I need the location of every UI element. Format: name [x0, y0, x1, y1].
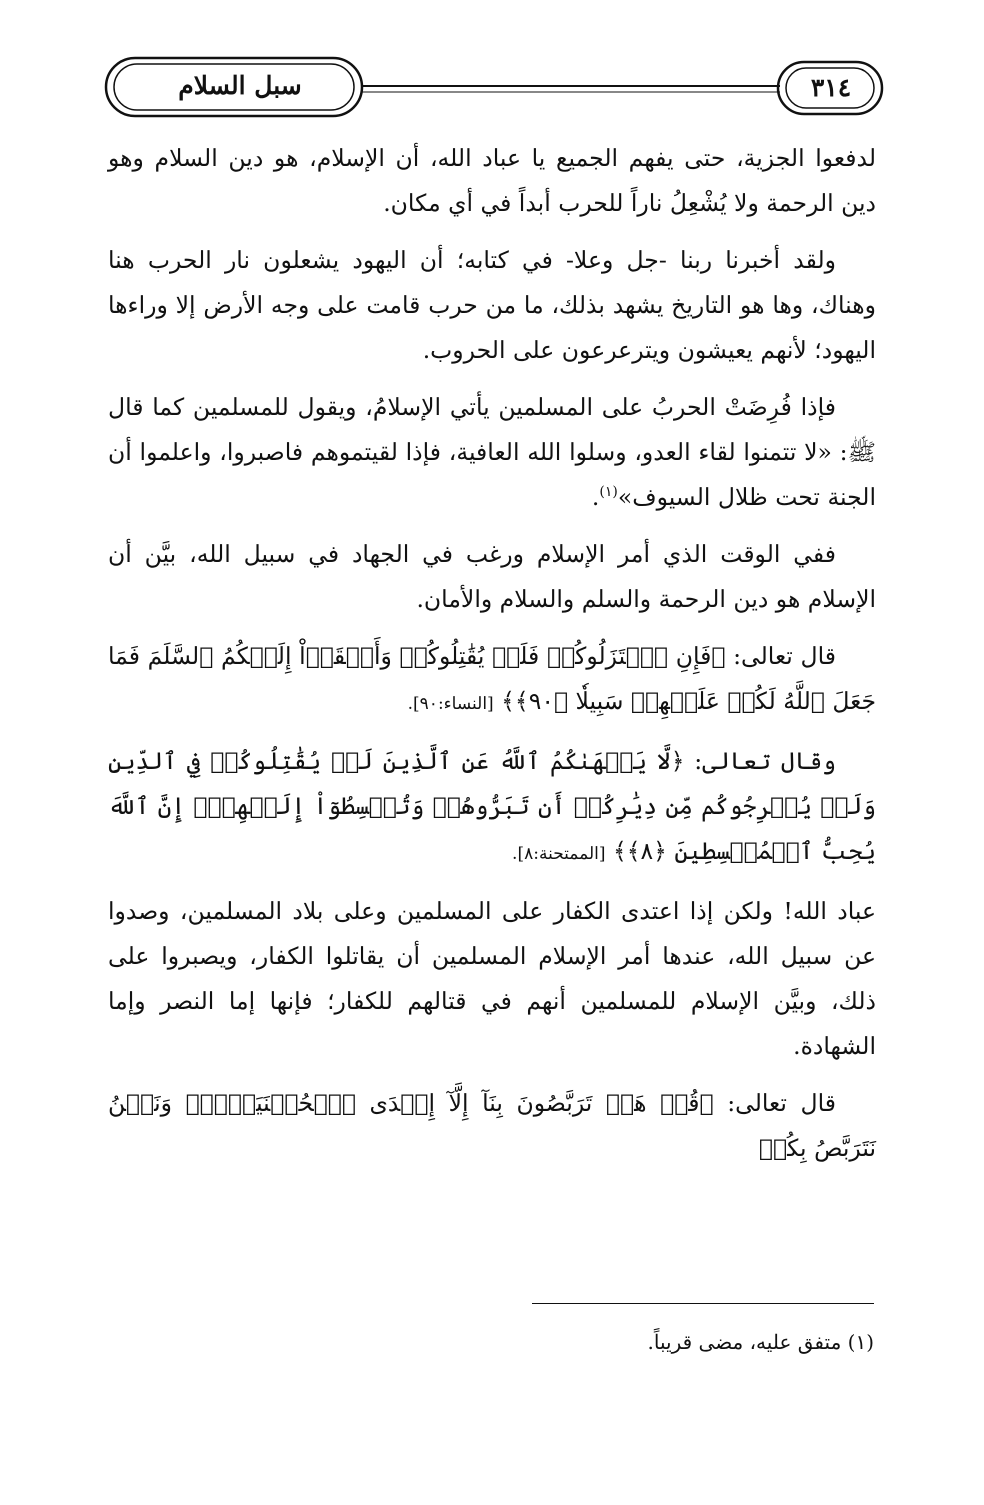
- verse-text: وقال تعالى: ﴿لَّا يَنۡهَىٰكُمُ ٱللَّهُ عَنِ ٱلَّذِينَ لَمۡ يُقَٰتِلُوكُمۡ فِي ٱلدِّينِ وَلَمۡ يُخۡرِجُوكُم مِّن دِيَٰرِكُمۡ أَن تَبَرُّوهُمۡ وَتُقۡسِطُوٓاْ إِلَيۡهِمۡۚ إِنَّ ٱللَّهَ يُحِبُّ ٱلۡمُقۡسِطِينَ ﴿٨﴾﴾: [108, 747, 876, 865]
- page-header: [100, 48, 888, 128]
- footnote: [400, 1325, 874, 1359]
- paragraph: [108, 889, 876, 1069]
- verse-text: قال تعالى: ﴿فَإِنِ ٱعۡتَزَلُوكُمۡ فَلَمۡ يُقَٰتِلُوكُمۡ وَأَلۡقَوۡاْ إِلَيۡكُمُ ٱلسَّلَمَ فَمَا جَعَلَ ٱللَّهُ لَكُمۡ عَلَيۡهِمۡ سَبِيلٗا ﴿٩٠﴾﴾: [108, 642, 876, 715]
- verse-paragraph: [108, 739, 876, 877]
- paragraph: [108, 532, 876, 622]
- paragraph-text: ففي الوقت الذي أمر الإسلام ورغب في الجهاد في سبيل الله، بيَّن أن الإسلام هو دين الرحمة والسلم والسلام والأمان.: [108, 540, 876, 613]
- paragraph-text: ولقد أخبرنا ربنا -جل وعلا- في كتابه؛ أن اليهود يشعلون نار الحرب هنا وهناك، وها هو التاريخ يشهد بذلك، ما من حرب قامت على وجه الأرض إلا وراءها اليهود؛ لأنهم يعيشون ويترعرعون على الحروب.: [108, 246, 876, 364]
- page-title: سبل السلام: [178, 71, 302, 100]
- verse-paragraph: [108, 1081, 876, 1171]
- verse-reference: [الممتحنة:٨].: [512, 844, 606, 864]
- page-number: ٣١٤: [810, 73, 852, 102]
- paragraph: [108, 238, 876, 373]
- body-text: [108, 136, 876, 1183]
- paragraph-text: فإذا فُرِضَتْ الحربُ على المسلمين يأتي الإسلامُ، ويقول للمسلمين كما قال ﷺ: «لا تتمنوا لقاء العدو، وسلوا الله العافية، فإذا لقيتموهم فاصبروا، واعلموا أن الجنة تحت ظلال السيوف»: [108, 393, 876, 511]
- verse-reference: [النساء:٩٠].: [407, 694, 494, 714]
- paragraph-end: .: [591, 483, 600, 511]
- footnote-divider: [532, 1303, 874, 1304]
- verse-text: قال تعالى: ﴿قُلۡ هَلۡ تَرَبَّصُونَ بِنَآ إِلَّآ إِحۡدَى ٱلۡحُسۡنَيَيۡنِۖ وَنَحۡنُ نَتَرَبَّصُ بِكُمۡ: [108, 1089, 876, 1162]
- verse-paragraph: [108, 634, 876, 727]
- paragraph-text: لدفعوا الجزية، حتى يفهم الجميع يا عباد الله، أن الإسلام، هو دين السلام وهو دين الرحمة ولا يُشْعِلُ ناراً للحرب أبداً في أي مكان.: [108, 144, 876, 217]
- footnote-text: (١) متفق عليه، مضى قريباً.: [647, 1330, 874, 1354]
- footnote-marker: (١): [599, 484, 618, 501]
- paragraph: [108, 136, 876, 226]
- paragraph: [108, 385, 876, 520]
- paragraph-text: عباد الله! ولكن إذا اعتدى الكفار على المسلمين وعلى بلاد المسلمين، وصدوا عن سبيل الله، عندها أمر الإسلام المسلمين أن يقاتلوا الكفار، ويصبروا على ذلك، وبيَّن الإسلام للمسلمين أنهم في قتالهم للكفار؛ فإنها إما النصر وإما الشهادة.: [108, 897, 876, 1060]
